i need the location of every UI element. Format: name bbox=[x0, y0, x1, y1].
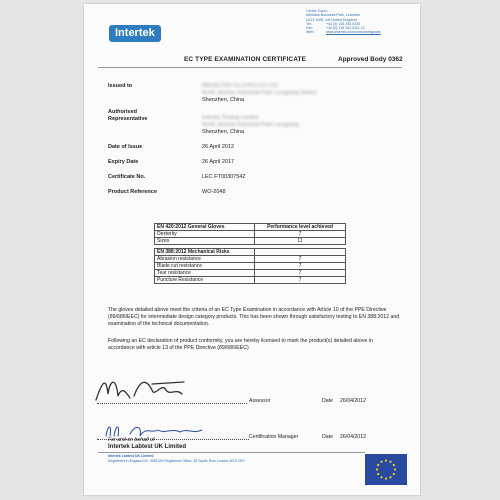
address-line: Centre Court, bbox=[306, 9, 328, 13]
footer bbox=[108, 454, 245, 463]
eu-stars-icon bbox=[365, 454, 407, 485]
on-behalf-text: For and on behalf of bbox=[108, 437, 155, 443]
expiry-label: Expiry Date bbox=[108, 159, 139, 165]
row-value: 7 bbox=[255, 263, 346, 270]
rep-label-line1: Authorised bbox=[108, 109, 138, 115]
manager-date: 26/04/2012 bbox=[340, 434, 366, 440]
performance-header: Performance level achieved bbox=[255, 224, 346, 231]
issued-to-name: REDACTED GLOVES CO LTD bbox=[202, 83, 278, 89]
row-name: Tear resistance bbox=[155, 270, 255, 277]
date-issue-value: 26 April 2012 bbox=[202, 144, 235, 150]
intertek-logo: Intertek bbox=[109, 25, 161, 42]
row-name: Abrasion resistance bbox=[155, 256, 255, 263]
assessor-label: Assessor bbox=[249, 398, 271, 404]
eu-star bbox=[393, 473, 395, 475]
eu-star bbox=[380, 476, 382, 478]
section1-title: EN 420:2012 General Gloves bbox=[155, 224, 255, 231]
web-label: Web: bbox=[306, 30, 315, 35]
header-divider bbox=[98, 67, 402, 68]
footer-registration: Registered in England No. 3091343 Registered Office: 25 Savile Row London W1S 2ES bbox=[108, 458, 245, 463]
table-header-row bbox=[155, 224, 346, 231]
footer-company: Intertek Labtest UK Limited bbox=[108, 454, 154, 458]
license-paragraph: Following an EC declaration of product conformity, you are hereby licensed to mark the product(s) detailed above in accordance with article 13 of the PPE Directive (89/686/EEC) bbox=[108, 338, 373, 351]
approved-body: Approved Body 0362 bbox=[338, 56, 403, 63]
product-ref-label: Product Reference bbox=[108, 189, 157, 195]
issued-to-address: North Jinshan Industrial Park Longgang District bbox=[202, 90, 317, 96]
address-line: Meridian Business Park, Leicester bbox=[306, 13, 361, 18]
row-value: 7 bbox=[255, 231, 346, 238]
company-name: Intertek Labtest UK Limited bbox=[108, 444, 187, 450]
assessor-signature bbox=[92, 372, 202, 406]
table-row bbox=[155, 231, 346, 238]
eu-star bbox=[385, 459, 387, 461]
assessor-signature-line bbox=[97, 403, 247, 404]
certificate-title: EC TYPE EXAMINATION CERTIFICATE bbox=[184, 56, 307, 63]
cert-no-label: Certificate No. bbox=[108, 174, 146, 180]
date-label: Date bbox=[322, 434, 333, 440]
row-name: Dexterity bbox=[155, 231, 255, 238]
issued-to-city: Shenzhen, China bbox=[202, 97, 245, 103]
cert-no-value: LEC FT00307542 bbox=[202, 174, 246, 180]
tel-value: +44 (0) 116 263 0330 bbox=[326, 21, 361, 26]
eu-star bbox=[377, 473, 379, 475]
date-label: Date bbox=[322, 398, 333, 404]
footer-divider bbox=[98, 452, 365, 453]
eu-star bbox=[389, 476, 391, 478]
row-name: Sizes bbox=[155, 238, 255, 245]
fax-value: +44 (0) 116 263 0111-12 bbox=[326, 26, 365, 31]
row-value: 7 bbox=[255, 256, 346, 263]
eu-flag-icon bbox=[365, 454, 407, 485]
table-row bbox=[155, 238, 346, 245]
address-line: LE19 1WD, UK United Kingdom bbox=[306, 17, 357, 22]
row-name: Puncture Resistance bbox=[155, 277, 255, 284]
table-row bbox=[155, 270, 346, 277]
certificate-page bbox=[84, 4, 420, 495]
row-value: 7 bbox=[255, 270, 346, 277]
table-row bbox=[155, 263, 346, 270]
row-name: Blade cut resistance bbox=[155, 263, 255, 270]
manager-label: Certification Manager bbox=[249, 434, 299, 440]
eu-star bbox=[393, 464, 395, 466]
tel-label: Tel: bbox=[306, 21, 312, 26]
eu-star bbox=[389, 461, 391, 463]
eu-star bbox=[394, 468, 396, 470]
section2-title: EN 388:2012 Mechanical Risks bbox=[155, 249, 255, 256]
expiry-value: 26 April 2017 bbox=[202, 159, 235, 165]
row-value: 11 bbox=[255, 238, 346, 245]
eu-star bbox=[385, 477, 387, 479]
date-issue-label: Date of Issue bbox=[108, 144, 143, 150]
table-row bbox=[155, 277, 346, 284]
rep-address: North Jinshan Industrial Park Longgang bbox=[202, 122, 299, 128]
fax-label: Fax: bbox=[306, 26, 313, 31]
company-address bbox=[306, 9, 381, 35]
performance-table bbox=[154, 223, 346, 284]
eu-star bbox=[380, 461, 382, 463]
table-row bbox=[155, 256, 346, 263]
rep-label bbox=[108, 109, 147, 123]
conformity-paragraph: The gloves detailed above meet the criteria of an EC Type Examination in accordance with Article 10 of the PPE Directive (89/686/EEC) for intermediate design category products. This has been shown through satisfactory testing to EN 388:2012 and examination of the technical documentation. bbox=[108, 307, 400, 327]
rep-label-line2: Representative bbox=[108, 116, 148, 122]
eu-star bbox=[377, 464, 379, 466]
issued-to-label: Issued to bbox=[108, 83, 133, 89]
assessor-date: 26/04/2012 bbox=[340, 398, 366, 404]
row-value: 7 bbox=[255, 277, 346, 284]
eu-star bbox=[376, 468, 378, 470]
rep-city: Shenzhen, China bbox=[202, 129, 245, 135]
table-header-row bbox=[155, 249, 346, 256]
web-value: www.intertek.com/consumergoods bbox=[326, 30, 381, 35]
rep-name: Intertek Testing Limited bbox=[202, 115, 259, 121]
product-ref-value: WO-2048 bbox=[202, 189, 226, 195]
